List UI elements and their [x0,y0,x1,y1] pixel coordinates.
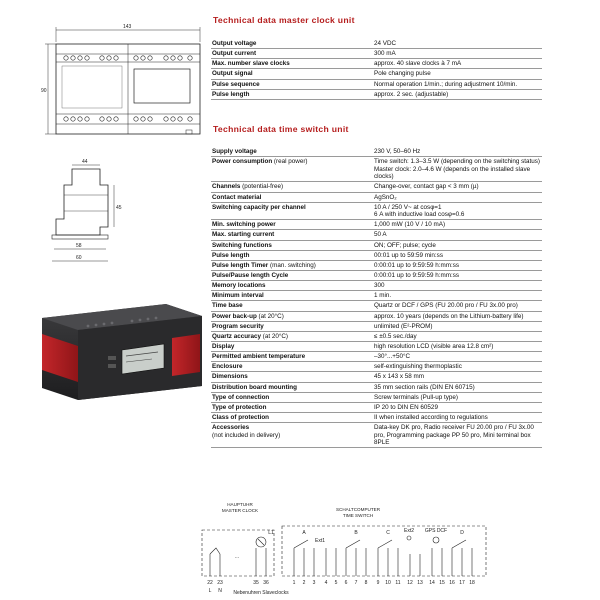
switch-terminal-number: 2 [302,580,306,586]
dim-side-mid: 45 [116,205,122,211]
master-spec-value: 300 mA [372,49,542,59]
switch-spec-label: Contact material [211,192,372,202]
switch-spec-row [211,362,542,372]
master-spec-value: approx. 40 slave clocks à 7 mA [372,59,542,69]
channel-label: D [460,530,464,536]
switch-spec-row [211,220,542,230]
master-spec-label: Output current [211,49,372,59]
switch-spec-label: Pulse length [211,250,372,260]
time-switch-spec-table [211,147,542,448]
wiring-diagram [196,518,492,598]
switch-terminal-number: 3 [312,580,316,586]
switch-spec-label: Switching capacity per channel [211,202,372,220]
switch-spec-label: Max. starting current [211,230,372,240]
switch-spec-row [211,281,542,291]
dim-side-base2: 60 [76,255,82,261]
switch-spec-row [211,321,542,331]
switch-spec-value: Time switch: 1.3–3.5 W (depending on the switching status) Master clock: 2.0–4.6 W (depends on the installed slave clocks) [374,158,541,181]
switch-spec-value: Change-over, contact gap < 3 mm (µ) [372,182,542,192]
switch-terminal-number: 18 [469,580,475,586]
switch-spec-value: 300 [372,281,542,291]
switch-spec-value: II when installed according to regulations [372,413,542,423]
switch-terminal-number: 13 [417,580,423,586]
switch-spec-value: 1 min. [372,291,542,301]
switch-spec-row [211,250,542,260]
master-terminal-ln: N [218,588,222,594]
slave-clock-note: Nebenuhren Slaveclocks [233,590,289,596]
switch-spec-row [211,413,542,423]
switch-spec-row [211,372,542,382]
switch-spec-row [211,352,542,362]
switch-spec-row [211,392,542,402]
switch-spec-label: Supply voltage [211,147,372,157]
switch-spec-row [211,331,542,341]
switch-spec-value: 0:00:01 up to 9:59:59 h:mm:ss [372,271,542,281]
switch-terminal-number: 1 [292,580,296,586]
switch-spec-label: Enclosure [211,362,372,372]
master-spec-value: 24 VDC [372,39,542,49]
switch-spec-value: 00:01 up to 59:59 min:ss [372,250,542,260]
switch-spec-value: 50 A [372,230,542,240]
switch-spec-value: 1,000 mW (10 V / 10 mA) [372,220,542,230]
channel-label: C [386,530,390,536]
dim-front-height: 90 [41,88,47,94]
switch-spec-value: –30°...+50°C [372,352,542,362]
switch-spec-row [211,311,542,321]
master-clock-title: Technical data master clock unit [213,15,355,25]
aux-label: Ext2 [403,528,415,534]
switch-spec-value: AgSnO₂ [372,192,542,202]
switch-spec-label-note: (real power) [272,158,308,166]
aux-label: Ext1 [314,538,326,544]
switch-terminal-number: 5 [334,580,338,586]
side-view-drawing [40,155,130,275]
master-terminal-number: 36 [263,580,269,586]
product-photo [36,294,208,404]
switch-terminal-number: 16 [449,580,455,586]
switch-spec-label: Distribution board mounting [211,382,372,392]
channel-label: A [302,530,306,536]
master-spec-row [211,59,542,69]
switch-spec-value: Data-key DK pro, Radio receiver FU 20.00 pro / FU 3x.00 pro, Programming package PP 50 pro, Mini terminal box 8PLE [372,423,542,448]
switch-spec-label: Min. switching power [211,220,372,230]
dim-side-base1: 58 [76,243,82,249]
master-terminal-number: 35 [253,580,259,586]
switch-spec-label: Display [211,342,372,352]
switch-spec-row [211,271,542,281]
switch-spec-label: Power back-up (at 20°C) [211,311,372,321]
switch-terminal-number: 12 [407,580,413,586]
switch-spec-label: Accessories (not included in delivery) [211,423,372,448]
switch-spec-label-note: (at 20°C) [261,332,289,340]
switch-spec-label-note: (at 20°C) [256,312,284,320]
master-spec-label: Pulse sequence [211,79,372,89]
switch-spec-label: Dimensions [211,372,372,382]
switch-terminal-number: 6 [344,580,348,586]
switch-spec-value: 45 x 143 x 58 mm [372,372,542,382]
switch-spec-label-note: (man. switching) [268,261,316,269]
master-clock-spec-table [211,39,542,100]
switch-spec-label: Memory locations [211,281,372,291]
master-spec-label: Output signal [211,69,372,79]
l1-label: L1 [268,530,274,536]
switch-terminal-number: 8 [364,580,368,586]
switch-spec-value: high resolution LCD (visible area 12.8 cm²) [372,342,542,352]
switch-spec-value: 10 A / 250 V~ at cosφ=1 6 A with inductive load cosφ=0.6 [372,202,542,220]
master-spec-label: Max. number slave clocks [211,59,372,69]
switch-spec-value: 35 mm section rails (DIN EN 60715) [372,382,542,392]
switch-spec-value: Screw terminals (Pull-up type) [372,392,542,402]
master-spec-row [211,89,542,99]
master-spec-value: Normal operation 1/min.; during adjustment 10/min. [372,79,542,89]
switch-spec-label-note: (not included in delivery) [212,431,281,439]
switch-spec-row [211,202,542,220]
switch-terminal-number: 11 [395,580,401,586]
switch-terminal-number: 17 [459,580,465,586]
switch-spec-row [211,182,542,192]
switch-terminal-number: 7 [354,580,358,586]
master-clock-label-de: HAUPTUHR [227,502,253,507]
switch-terminal-number: 9 [376,580,380,586]
switch-spec-row [211,240,542,250]
time-switch-title: Technical data time switch unit [213,124,349,134]
switch-spec-row [211,301,542,311]
switch-spec-label: Permitted ambient temperature [211,352,372,362]
switch-spec-row [211,382,542,392]
master-spec-row [211,69,542,79]
dim-front-width: 143 [123,24,132,30]
master-spec-value: Pole changing pulse [372,69,542,79]
switch-spec-row [211,192,542,202]
switch-spec-value: ON; OFF; pulse; cycle [372,240,542,250]
switch-spec-row [211,402,542,412]
master-spec-label: Pulse length [211,89,372,99]
switch-spec-value: IP 20 to DIN EN 60529 [372,402,542,412]
switch-spec-value: 230 V, 50–60 Hz [372,147,542,157]
time-switch-label-en: TIME SWITCH [342,513,374,518]
switch-spec-row [211,157,542,182]
switch-terminal-number: 4 [324,580,328,586]
switch-spec-row [211,230,542,240]
switch-spec-value: self-extinguishing thermoplastic [372,362,542,372]
switch-spec-label: Minimum interval [211,291,372,301]
switch-spec-row [211,147,542,157]
switch-spec-row [211,342,542,352]
switch-spec-label: Quartz accuracy (at 20°C) [211,331,372,341]
switch-spec-label: Power consumption (real power) [211,157,372,182]
switch-terminal-number: 10 [385,580,391,586]
switch-spec-label: Class of protection [211,413,372,423]
master-spec-value: approx. 2 sec. (adjustable) [372,89,542,99]
master-terminal-number: 23 [217,580,223,586]
switch-spec-row [211,291,542,301]
switch-spec-value: 0:00:01 up to 9:59:59 h:mm:ss [372,260,542,270]
switch-spec-value: ≤ ±0.5 sec./day [372,331,542,341]
master-ellipsis: ... [234,554,240,560]
switch-spec-label: Type of protection [211,402,372,412]
master-terminal-number: 22 [207,580,213,586]
switch-spec-row [211,423,542,448]
switch-spec-label: Channels (potential-free) [211,182,372,192]
channel-label: B [354,530,358,536]
switch-spec-label: Pulse/Pause length Cycle [211,271,372,281]
switch-spec-label: Type of connection [211,392,372,402]
switch-spec-value: Quartz or DCF / GPS (FU 20.00 pro / FU 3x.00 pro) [372,301,542,311]
switch-spec-row [211,260,542,270]
switch-spec-label: Switching functions [211,240,372,250]
master-spec-row [211,39,542,49]
time-switch-label-de: SCHALTCOMPUTER [335,507,381,512]
switch-terminal-number: 15 [439,580,445,586]
dim-side-top: 44 [82,159,88,165]
switch-spec-label-note: (potential-free) [240,183,284,191]
front-view-drawing [40,22,205,137]
master-spec-row [211,79,542,89]
gps-dcf-label: GPS DCF [424,528,448,534]
master-terminal-ln: L [208,588,212,594]
master-spec-row [211,49,542,59]
switch-spec-value: unlimited (E²-PROM) [372,321,542,331]
switch-spec-label: Pulse length Timer (man. switching) [211,260,372,270]
switch-terminal-number: 14 [429,580,435,586]
switch-spec-value: approx. 10 years (depends on the Lithium-battery life) [372,311,542,321]
switch-spec-label: Program security [211,321,372,331]
master-spec-label: Output voltage [211,39,372,49]
master-clock-label-en: MASTER CLOCK [221,508,259,513]
switch-spec-label: Time base [211,301,372,311]
